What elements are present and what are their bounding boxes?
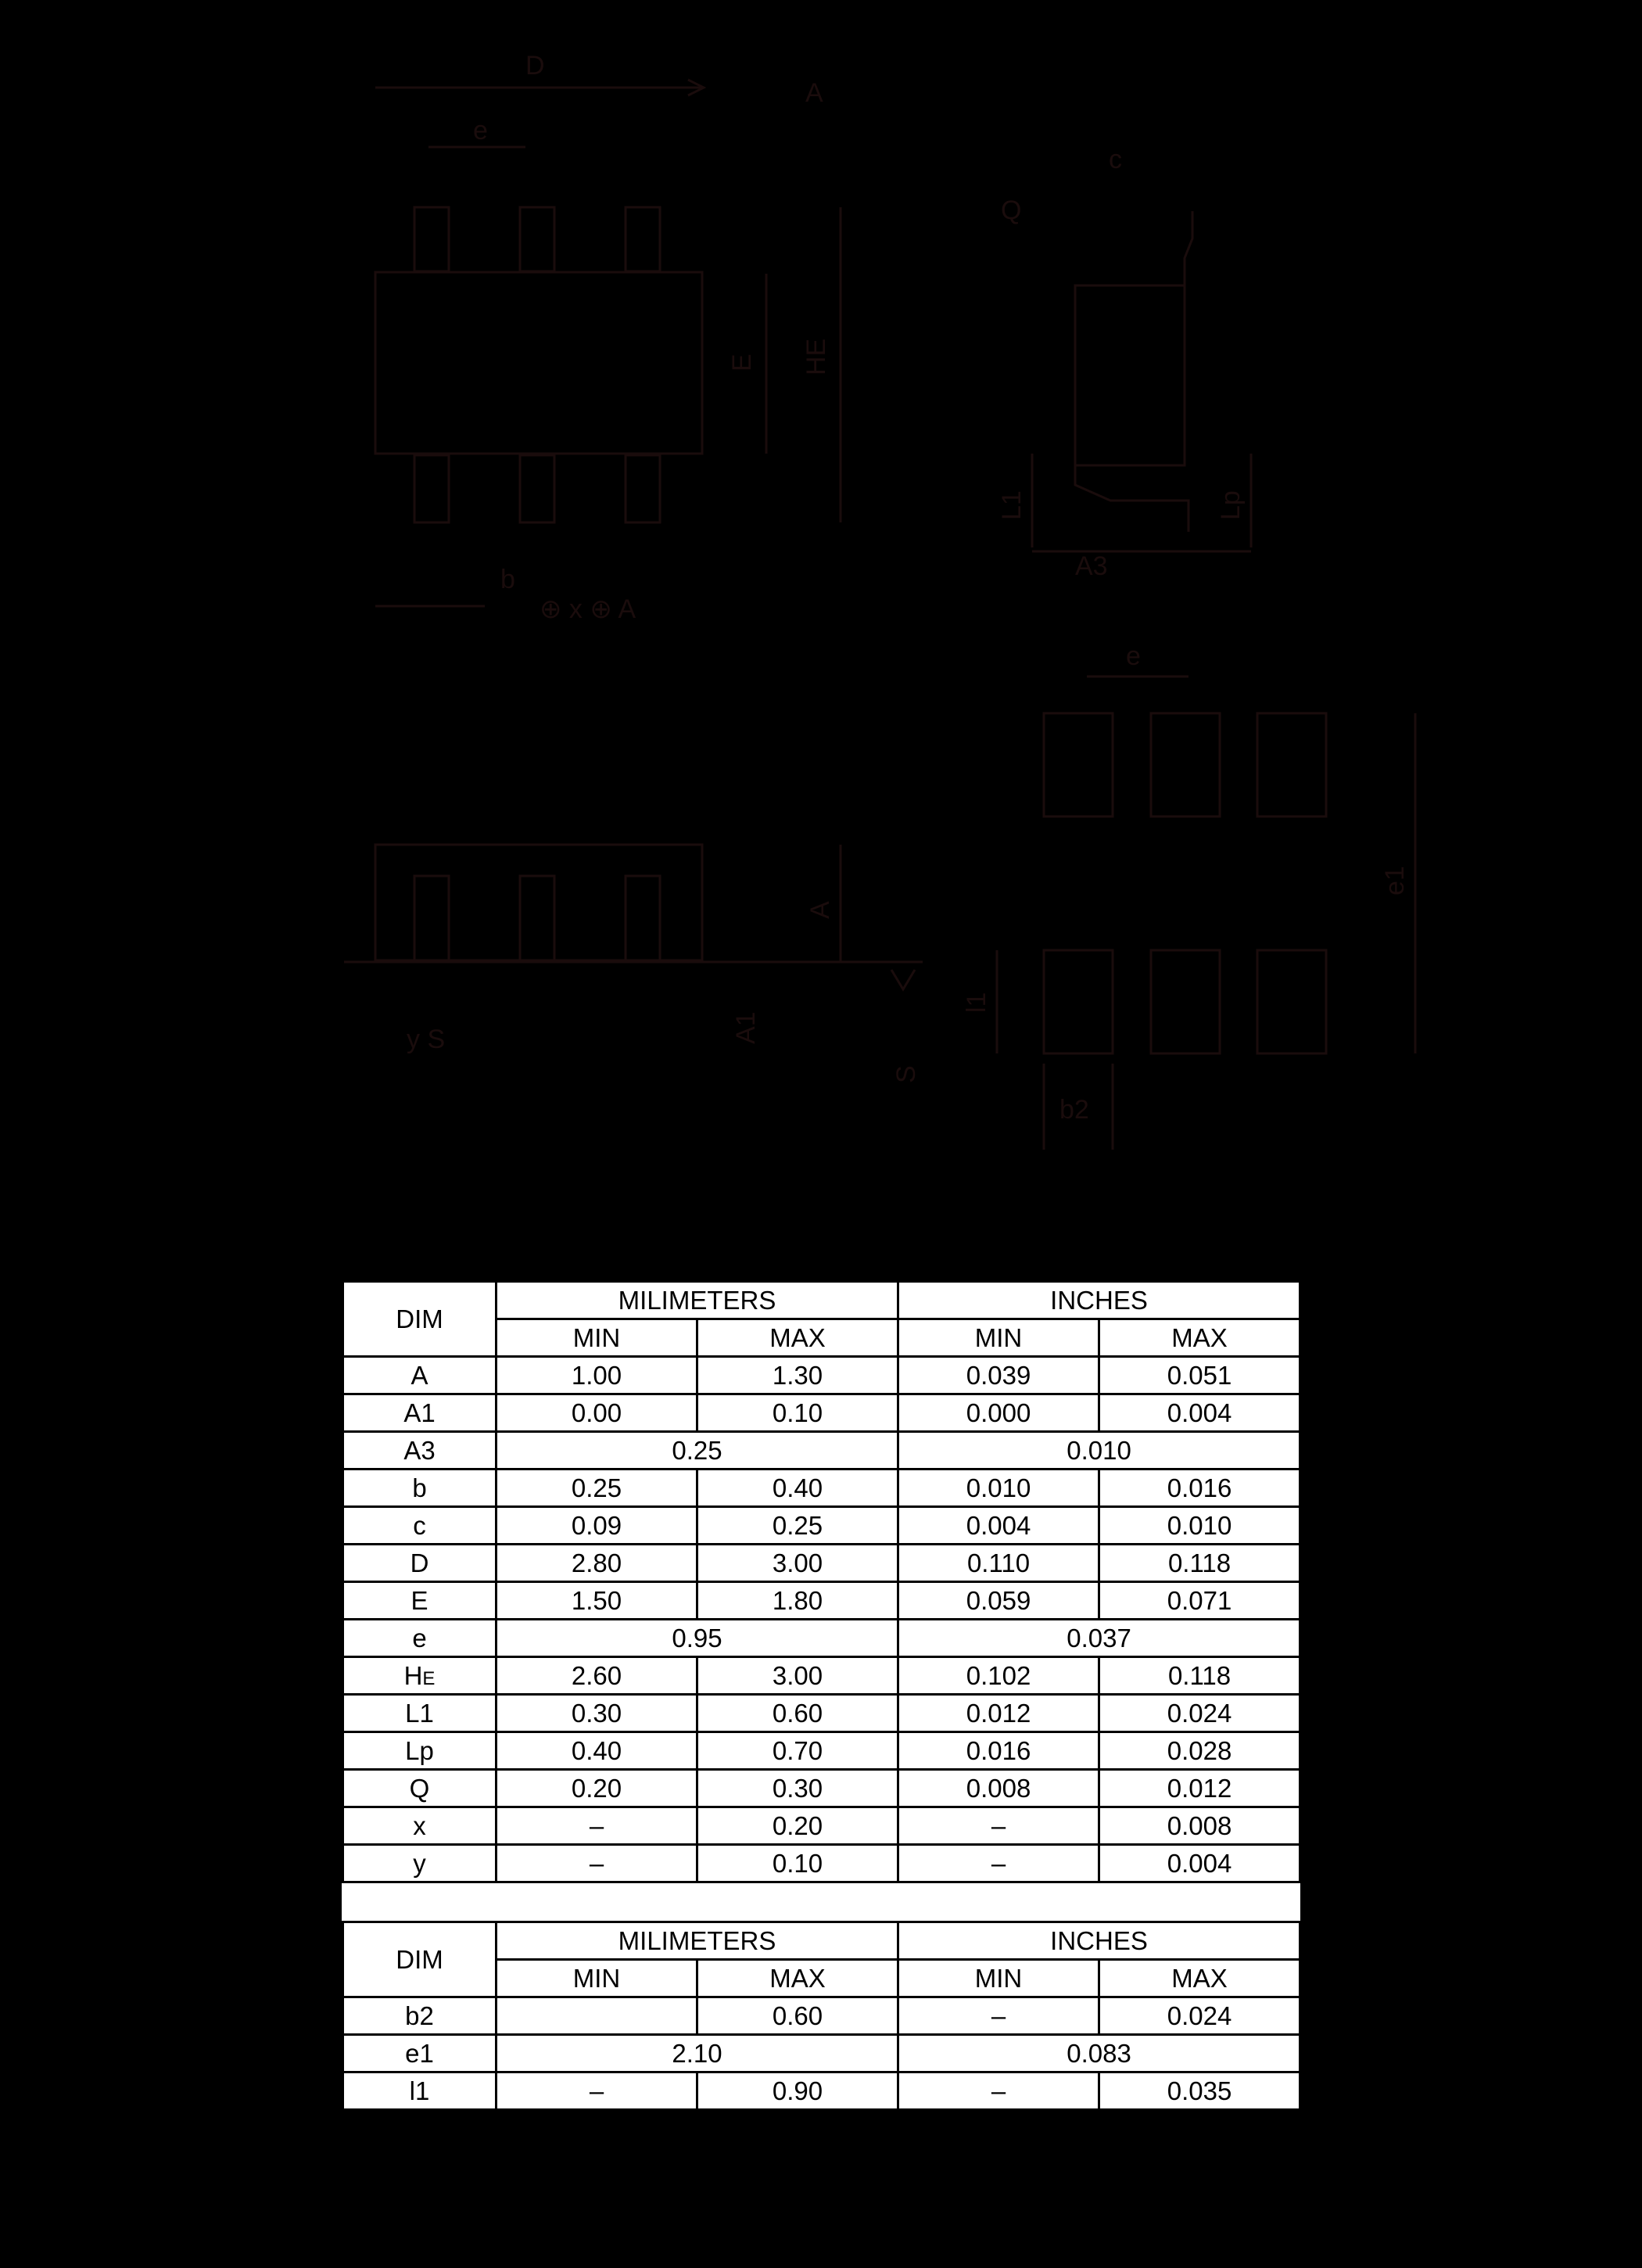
dim-cell: A3 <box>343 1432 497 1470</box>
dim-cell <box>343 1657 497 1695</box>
in-min-header: MIN <box>898 1319 1099 1357</box>
mm-min-cell: 0.20 <box>497 1770 697 1807</box>
top-view <box>375 51 841 624</box>
in-max-cell: 0.024 <box>1099 1695 1300 1732</box>
label-a-datum: A <box>805 78 823 108</box>
top-lead-2 <box>520 207 554 271</box>
label-a1: A1 <box>731 1011 761 1044</box>
dim-cell: l1 <box>343 2072 497 2110</box>
table-row <box>343 1582 1300 1620</box>
label-q: Q <box>1001 196 1022 225</box>
in-max-cell: 0.035 <box>1099 2072 1300 2110</box>
mm-span-cell: 0.25 <box>497 1432 898 1470</box>
mm-max-header: MAX <box>697 1960 898 1997</box>
dim-cell: D <box>343 1545 497 1582</box>
mm-min-cell: 0.30 <box>497 1695 697 1732</box>
mm-min-cell: 0.25 <box>497 1470 697 1507</box>
in-max-cell: 0.071 <box>1099 1582 1300 1620</box>
mm-max-cell: 1.30 <box>697 1357 898 1394</box>
mm-min-cell: 0.09 <box>497 1507 697 1545</box>
front-lead-3 <box>626 876 660 962</box>
mm-min-cell: – <box>497 2072 697 2110</box>
label-he: HE <box>801 338 831 375</box>
top-lead-5 <box>520 455 554 522</box>
label-lp: Lp <box>1216 490 1246 520</box>
label-tolerance-frame: ⊕ x ⊕ A <box>540 594 636 624</box>
dim-header: DIM <box>343 1282 497 1357</box>
mm-max-cell: 0.60 <box>697 1997 898 2035</box>
in-max-cell: 0.004 <box>1099 1394 1300 1432</box>
in-max-cell: 0.010 <box>1099 1507 1300 1545</box>
label-land-e: e <box>1126 641 1141 671</box>
in-min-cell: 0.016 <box>898 1732 1099 1770</box>
in-min-cell: 0.102 <box>898 1657 1099 1695</box>
mm-span-cell: 0.95 <box>497 1620 898 1657</box>
table-row <box>343 1545 1300 1582</box>
table-row <box>343 1807 1300 1845</box>
dim-subscript: E <box>422 1668 436 1689</box>
mm-min-cell: 1.50 <box>497 1582 697 1620</box>
dim-cell: Lp <box>343 1732 497 1770</box>
mm-min-cell: 1.00 <box>497 1357 697 1394</box>
in-max-cell: 0.118 <box>1099 1545 1300 1582</box>
land-pad-4 <box>1044 950 1113 1053</box>
top-body <box>375 272 702 454</box>
dim-cell: x <box>343 1807 497 1845</box>
table-row <box>343 2035 1300 2072</box>
land-pad-6 <box>1257 950 1326 1053</box>
in-span-cell: 0.037 <box>898 1620 1300 1657</box>
in-max-cell: 0.004 <box>1099 1845 1300 1882</box>
in-min-cell: – <box>898 1807 1099 1845</box>
table-row <box>343 1732 1300 1770</box>
in-min-cell: 0.008 <box>898 1770 1099 1807</box>
dim-cell: y <box>343 1845 497 1882</box>
mm-max-cell: 0.70 <box>697 1732 898 1770</box>
dim-cell: e1 <box>343 2035 497 2072</box>
table-row <box>343 2072 1300 2110</box>
dim-cell: L1 <box>343 1695 497 1732</box>
label-b2: b2 <box>1059 1095 1089 1125</box>
dim-cell: e <box>343 1620 497 1657</box>
in-min-cell: 0.039 <box>898 1357 1099 1394</box>
in-min-cell: 0.059 <box>898 1582 1099 1620</box>
label-e-pitch: e <box>473 116 488 145</box>
in-min-cell: 0.004 <box>898 1507 1099 1545</box>
label-l1: L1 <box>997 490 1027 520</box>
in-span-cell: 0.083 <box>898 2035 1300 2072</box>
front-view <box>344 845 923 1083</box>
dim-main: H <box>403 1661 423 1690</box>
mm-min-cell <box>497 1997 697 2035</box>
top-lead-6 <box>626 455 660 522</box>
dim-cell: Q <box>343 1770 497 1807</box>
millimeters-header: MILIMETERS <box>497 1282 898 1319</box>
mm-min-cell: 0.00 <box>497 1394 697 1432</box>
top-lead-1 <box>414 207 449 271</box>
dim-header: DIM <box>343 1922 497 1997</box>
table-header-row <box>343 1282 1300 1319</box>
label-c: c <box>1109 145 1122 174</box>
land-pattern <box>962 641 1415 1150</box>
mm-max-cell: 0.90 <box>697 2072 898 2110</box>
mm-span-cell: 2.10 <box>497 2035 898 2072</box>
mm-min-cell: 0.40 <box>497 1732 697 1770</box>
in-max-cell: 0.008 <box>1099 1807 1300 1845</box>
in-min-cell: 0.012 <box>898 1695 1099 1732</box>
land-pattern-table <box>342 1921 1301 2111</box>
side-view <box>997 145 1251 581</box>
dim-cell: A1 <box>343 1394 497 1432</box>
in-min-cell: 0.110 <box>898 1545 1099 1582</box>
table-row <box>343 1770 1300 1807</box>
front-lead-2 <box>520 876 554 962</box>
mm-min-header: MIN <box>497 1319 697 1357</box>
mm-max-cell: 0.20 <box>697 1807 898 1845</box>
in-min-cell: – <box>898 2072 1099 2110</box>
land-pad-1 <box>1044 713 1113 816</box>
table-spacer <box>342 1883 1300 1921</box>
in-max-header: MAX <box>1099 1960 1300 1997</box>
mm-max-cell: 0.10 <box>697 1845 898 1882</box>
label-land-l1: l1 <box>962 992 991 1013</box>
front-body <box>375 845 702 960</box>
label-e1: e1 <box>1380 866 1410 895</box>
mm-max-cell: 1.80 <box>697 1582 898 1620</box>
mm-max-cell: 0.30 <box>697 1770 898 1807</box>
dim-cell: c <box>343 1507 497 1545</box>
mm-min-cell: 2.80 <box>497 1545 697 1582</box>
mm-max-cell: 0.60 <box>697 1695 898 1732</box>
side-body <box>1075 285 1185 465</box>
in-max-cell: 0.024 <box>1099 1997 1300 2035</box>
top-lead-4 <box>414 455 449 522</box>
inches-header: INCHES <box>898 1282 1300 1319</box>
in-max-cell: 0.028 <box>1099 1732 1300 1770</box>
label-e-body: E <box>727 353 757 371</box>
land-pad-3 <box>1257 713 1326 816</box>
label-a3: A3 <box>1075 551 1108 581</box>
table-row <box>343 1432 1300 1470</box>
mm-min-header: MIN <box>497 1960 697 1997</box>
table-row <box>343 1997 1300 2035</box>
land-pad-2 <box>1151 713 1220 816</box>
mm-min-cell: – <box>497 1807 697 1845</box>
in-min-cell: 0.000 <box>898 1394 1099 1432</box>
label-y-s: y S <box>407 1025 446 1054</box>
mm-min-cell: 2.60 <box>497 1657 697 1695</box>
table-row <box>343 1620 1300 1657</box>
top-lead-3 <box>626 207 660 271</box>
in-max-cell: 0.012 <box>1099 1770 1300 1807</box>
table-header-row <box>343 1922 1300 1960</box>
in-min-cell: – <box>898 1845 1099 1882</box>
inches-header: INCHES <box>898 1922 1300 1960</box>
table-row <box>343 1470 1300 1507</box>
millimeters-header: MILIMETERS <box>497 1922 898 1960</box>
label-s: S <box>891 1065 921 1083</box>
in-min-header: MIN <box>898 1960 1099 1997</box>
front-lead-1 <box>414 876 449 962</box>
mm-max-cell: 3.00 <box>697 1657 898 1695</box>
in-max-cell: 0.118 <box>1099 1657 1300 1695</box>
mm-max-cell: 3.00 <box>697 1545 898 1582</box>
mm-max-cell: 0.10 <box>697 1394 898 1432</box>
mm-max-header: MAX <box>697 1319 898 1357</box>
mm-min-cell: – <box>497 1845 697 1882</box>
in-min-cell: – <box>898 1997 1099 2035</box>
in-max-cell: 0.016 <box>1099 1470 1300 1507</box>
in-max-cell: 0.051 <box>1099 1357 1300 1394</box>
mm-max-cell: 0.40 <box>697 1470 898 1507</box>
dim-cell: A <box>343 1357 497 1394</box>
label-b: b <box>500 565 515 594</box>
in-span-cell: 0.010 <box>898 1432 1300 1470</box>
table-row <box>343 1394 1300 1432</box>
table-row <box>343 1357 1300 1394</box>
dim-cell: b <box>343 1470 497 1507</box>
dim-cell: E <box>343 1582 497 1620</box>
label-d: D <box>525 51 545 81</box>
table-row <box>343 1845 1300 1882</box>
land-pad-5 <box>1151 950 1220 1053</box>
table-row <box>343 1507 1300 1545</box>
dimension-table <box>342 1280 1301 1883</box>
table-row <box>343 1657 1300 1695</box>
mm-max-cell: 0.25 <box>697 1507 898 1545</box>
in-min-cell: 0.010 <box>898 1470 1099 1507</box>
label-a-height: A <box>805 901 835 919</box>
dim-cell: b2 <box>343 1997 497 2035</box>
table-row <box>343 1695 1300 1732</box>
in-max-header: MAX <box>1099 1319 1300 1357</box>
